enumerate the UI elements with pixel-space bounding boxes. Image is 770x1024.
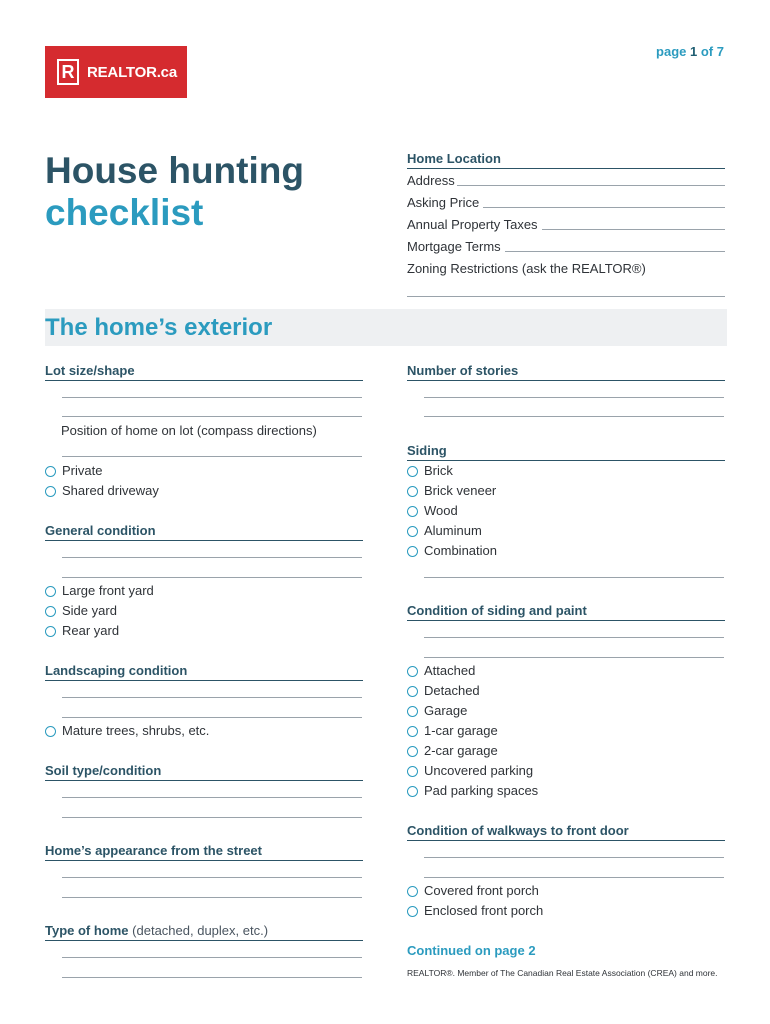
option-label: Rear yard xyxy=(62,623,120,638)
appearance-line-1[interactable] xyxy=(62,877,362,878)
page-current: 1 xyxy=(690,44,698,59)
appearance-line-2[interactable] xyxy=(62,897,362,898)
checkbox-circle-icon[interactable] xyxy=(45,486,56,497)
option-label: 2-car garage xyxy=(424,743,498,758)
checkbox-circle-icon[interactable] xyxy=(45,626,56,637)
checkbox-circle-icon[interactable] xyxy=(45,586,56,597)
siding-paint-line-1[interactable] xyxy=(424,637,724,638)
annual-taxes-field[interactable] xyxy=(407,217,725,233)
realtor-logo xyxy=(45,46,187,98)
general-line-1[interactable] xyxy=(62,557,362,558)
option-shared-driveway[interactable] xyxy=(45,483,159,499)
continued-link[interactable]: Continued on page 2 xyxy=(407,943,536,958)
soil-line-1[interactable] xyxy=(62,797,362,798)
soil-line-2[interactable] xyxy=(62,817,362,818)
option-private[interactable] xyxy=(45,463,102,479)
option-label: Private xyxy=(62,463,103,478)
option-large-front-yard[interactable] xyxy=(45,583,154,599)
checkbox-circle-icon[interactable] xyxy=(407,526,418,537)
walkways-line-2[interactable] xyxy=(424,877,724,878)
option-label: Combination xyxy=(424,543,497,558)
soil-heading: Soil type/condition xyxy=(45,763,363,781)
option-label: Mature trees, shrubs, etc. xyxy=(62,723,210,738)
position-label: Position of home on lot (compass directions) xyxy=(61,423,317,438)
asking-price-line xyxy=(483,207,725,208)
option-wood[interactable] xyxy=(407,503,458,519)
footer-note: REALTOR®. Member of The Canadian Real Estate Association (CREA) and more. xyxy=(407,968,718,978)
option-brick[interactable] xyxy=(407,463,453,479)
page-sep: of xyxy=(700,44,714,59)
lot-line-2[interactable] xyxy=(62,416,362,417)
checkbox-circle-icon[interactable] xyxy=(45,726,56,737)
option-mature-trees[interactable] xyxy=(45,723,209,739)
checkbox-circle-icon[interactable] xyxy=(407,546,418,557)
address-label: Address xyxy=(407,173,455,188)
walkways-heading: Condition of walkways to front door xyxy=(407,823,725,841)
option-label: Side yard xyxy=(62,603,117,618)
option-label: Aluminum xyxy=(424,523,482,538)
page-title-line2: checklist xyxy=(45,192,204,233)
type-line-1[interactable] xyxy=(62,957,362,958)
option-attached[interactable] xyxy=(407,663,475,679)
logo-text: REALTOR.ca xyxy=(87,63,177,81)
checkbox-circle-icon[interactable] xyxy=(407,886,418,897)
checkbox-circle-icon[interactable] xyxy=(407,906,418,917)
checkbox-circle-icon[interactable] xyxy=(407,786,418,797)
landscaping-line-2[interactable] xyxy=(62,717,362,718)
option-label: Detached xyxy=(424,683,480,698)
option-label: Enclosed front porch xyxy=(424,903,544,918)
type-line-2[interactable] xyxy=(62,977,362,978)
checkbox-circle-icon[interactable] xyxy=(407,686,418,697)
option-label: Shared driveway xyxy=(62,483,159,498)
mortgage-terms-label: Mortgage Terms xyxy=(407,239,501,254)
checkbox-circle-icon[interactable] xyxy=(407,666,418,677)
position-line[interactable] xyxy=(62,456,362,457)
siding-paint-line-2[interactable] xyxy=(424,657,724,658)
stories-line-2[interactable] xyxy=(424,416,724,417)
siding-paint-heading: Condition of siding and paint xyxy=(407,603,725,621)
address-line xyxy=(457,185,725,186)
option-aluminum[interactable] xyxy=(407,523,482,539)
checkbox-circle-icon[interactable] xyxy=(407,726,418,737)
checkbox-circle-icon[interactable] xyxy=(45,466,56,477)
realtor-r-mark-icon: R xyxy=(57,59,79,85)
siding-line[interactable] xyxy=(424,577,724,578)
address-field[interactable] xyxy=(407,173,725,189)
option-2-car-garage[interactable] xyxy=(407,743,498,759)
option-detached[interactable] xyxy=(407,683,480,699)
option-combination[interactable] xyxy=(407,543,497,559)
type-of-home-heading xyxy=(45,923,363,941)
checkbox-circle-icon[interactable] xyxy=(407,486,418,497)
option-pad-parking[interactable] xyxy=(407,783,538,799)
option-label: Brick veneer xyxy=(424,483,497,498)
asking-price-field[interactable] xyxy=(407,195,725,211)
landscaping-line-1[interactable] xyxy=(62,697,362,698)
option-covered-porch[interactable] xyxy=(407,883,539,899)
checkbox-circle-icon[interactable] xyxy=(407,706,418,717)
checkbox-circle-icon[interactable] xyxy=(407,746,418,757)
lot-line-1[interactable] xyxy=(62,397,362,398)
asking-price-label: Asking Price xyxy=(407,195,480,210)
option-label: Uncovered parking xyxy=(424,763,534,778)
option-label: Brick xyxy=(424,463,453,478)
page-indicator xyxy=(656,44,724,59)
checkbox-circle-icon[interactable] xyxy=(407,766,418,777)
option-garage[interactable] xyxy=(407,703,467,719)
checkbox-circle-icon[interactable] xyxy=(45,606,56,617)
option-uncovered-parking[interactable] xyxy=(407,763,533,779)
landscaping-heading: Landscaping condition xyxy=(45,663,363,681)
option-side-yard[interactable] xyxy=(45,603,117,619)
stories-heading: Number of stories xyxy=(407,363,725,381)
option-rear-yard[interactable] xyxy=(45,623,119,639)
option-enclosed-porch[interactable] xyxy=(407,903,543,919)
annual-taxes-line xyxy=(542,229,725,230)
option-label: Pad parking spaces xyxy=(424,783,539,798)
page-title-line1: House hunting xyxy=(45,150,304,191)
mortgage-terms-line xyxy=(505,251,725,252)
option-label: Covered front porch xyxy=(424,883,539,898)
walkways-line-1[interactable] xyxy=(424,857,724,858)
option-label: Wood xyxy=(424,503,458,518)
siding-heading: Siding xyxy=(407,443,725,461)
option-label: Large front yard xyxy=(62,583,154,598)
annual-taxes-label: Annual Property Taxes xyxy=(407,217,538,232)
stories-line-1[interactable] xyxy=(424,397,724,398)
checkbox-circle-icon[interactable] xyxy=(407,466,418,477)
lot-size-heading: Lot size/shape xyxy=(45,363,363,381)
appearance-heading: Home’s appearance from the street xyxy=(45,843,363,861)
page-label: page xyxy=(656,44,687,59)
checkbox-circle-icon[interactable] xyxy=(407,506,418,517)
option-brick-veneer[interactable] xyxy=(407,483,496,499)
zoning-label: Zoning Restrictions (ask the REALTOR®) xyxy=(407,261,646,276)
type-of-home-hint: (detached, duplex, etc.) xyxy=(132,923,269,938)
home-location-heading: Home Location xyxy=(407,151,725,169)
page-total: 7 xyxy=(716,44,724,59)
option-label: Attached xyxy=(424,663,476,678)
option-label: 1-car garage xyxy=(424,723,498,738)
option-label: Garage xyxy=(424,703,468,718)
option-1-car-garage[interactable] xyxy=(407,723,498,739)
section-title: The home’s exterior xyxy=(45,314,273,341)
zoning-line[interactable] xyxy=(407,296,725,297)
general-line-2[interactable] xyxy=(62,577,362,578)
mortgage-terms-field[interactable] xyxy=(407,239,725,255)
type-of-home-label: Type of home xyxy=(45,923,129,938)
general-condition-heading: General condition xyxy=(45,523,363,541)
